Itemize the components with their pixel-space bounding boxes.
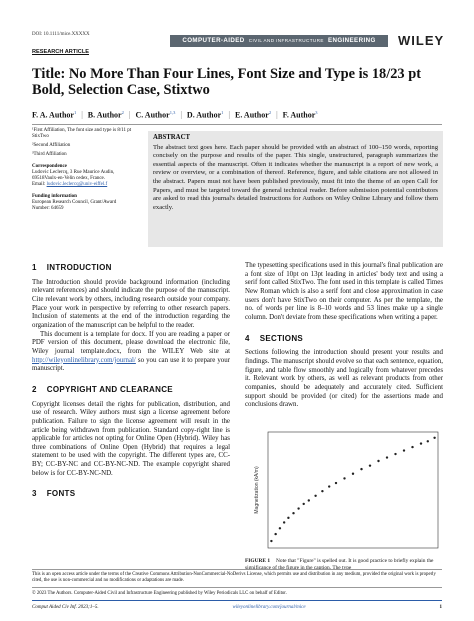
funding-body: European Research Council, Grant/Award Number: 64659 [32, 200, 117, 211]
data-point [343, 477, 345, 479]
data-point [287, 517, 289, 519]
data-point [292, 512, 294, 514]
data-point [283, 521, 285, 523]
article-type: RESEARCH ARTICLE [32, 49, 89, 55]
data-point [314, 495, 316, 497]
right-column [245, 262, 443, 410]
author[interactable]: B. Author$^2$ [87, 110, 124, 120]
abstract-box [148, 131, 443, 247]
data-point [369, 464, 371, 466]
author[interactable]: F. Author$^3$ [282, 110, 318, 120]
article-title: Title: No More Than Four Lines, Font Size and Type is 18/23 pt Bold, Selection Case, Stixtwo [32, 66, 421, 98]
affiliation-second: ²Second Affiliation [32, 143, 71, 148]
section-heading-copyright: 2 COPYRIGHT AND CLEARANCE [32, 384, 173, 394]
data-point [335, 482, 337, 484]
data-point [394, 453, 396, 455]
section-heading-sections: 4 SECTIONS [245, 333, 304, 343]
chart-points [270, 437, 436, 543]
journal-name-c: ENGINEERING [327, 37, 376, 44]
figure-label: FIGURE 1 [245, 558, 271, 564]
data-point [279, 527, 281, 529]
email-label: Email: [32, 182, 47, 187]
data-point [433, 437, 435, 439]
citation: Comput Aided Civ Inf. 2023;1–5. [32, 605, 99, 610]
sections-paragraph: Sections following the introduction should present your results and findings. The manuscript should evolve so that each sentence, equation, figure, and table flow smoothly and logically from whatever precedes it. Relevant work by others, as well as relevant products from other companies, should be adequately and accurately cited. Sufficient support should be provided (or cited) for the assertions made and conclusions drawn. [245, 349, 443, 409]
footer-divider [32, 569, 442, 570]
data-point [427, 440, 429, 442]
abstract-text: The abstract text goes here. Each paper should be provided with an abstract of 100–150 words, reporting concisely on the purpose and results of the paper. This single, unstructured, paragraph summarizes the essential aspects of the manuscript. Often it indicates whether the manuscript is a report of new work, a review or overview, or a combination of thereof. Reference, figure, and table citations are not allowed in the abstract. Papers must not have been published previously, must fit into the theme of an open Call for Papers, and must be targeted toward the general technical reader. Before submission potential contributors are asked to read this journal's detailed Instructions for Authors on Wiley Online Library and follow them exactly. [153, 143, 438, 211]
author-divider [32, 124, 442, 125]
author[interactable]: C. Author$^{1,3}$ [135, 110, 176, 120]
data-point [352, 473, 354, 475]
data-point [360, 468, 362, 470]
intro-paragraph-1: The Introduction should provide background information (including relevant references) and should indicate the purpose of the manuscript. Cite relevant work by others, including research outside your company. Place your work in perspective by referring to other research papers. Inclusion of statements at the end of the introduction regarding the organization of the manuscript can be helpful to the reader. [32, 278, 230, 329]
publisher-logo: WILEY [398, 33, 445, 48]
journal-banner [170, 35, 388, 47]
data-point [377, 460, 379, 462]
copyright-paragraph: Copyright licenses detail the rights for publication, distribution, and use of research. Wiley authors must sign a license agreement before publication. Failure to sign the license agreement will result in the article being withdrawn from publication. Standard copy-right line is applicable for articles not opting for Online Open (Hybrid). Wiley has three combinations of Online Open (Hybrid) that requires a legal statement to be used with the copyright. The different types are, CC-BY; CC-BY-NC and CC-BY-NC-ND. The example copyright shared below is for CC-BY-NC-ND. [32, 400, 230, 477]
data-point [321, 490, 323, 492]
affiliations [32, 128, 132, 215]
journal-name-b: CIVIL AND INFRASTRUCTURE [248, 38, 324, 43]
data-point [328, 485, 330, 487]
data-point [308, 499, 310, 501]
section-heading-introduction: 1 INTRODUCTION [32, 263, 112, 272]
correspondence-address: Ludovic Leclercq, 3 Rue Maurice Audin, 69518Vaulx-en-Velin cedex, France. [32, 170, 115, 181]
page-footer [32, 605, 442, 610]
chart-axes [268, 432, 438, 548]
data-point [297, 507, 299, 509]
fonts-paragraph: The typesetting specifications used in this journal's final publication are a font size of 10pt on 13pt leading in articles' body text and using a serif font called StixTwo. The font used in this template is called Times New Roman which is also a serif font and close approximation in case users don't have StixTwo on their computer. As per the template, the no. of words per line is 8–10 words and 53 lines make up a single column. Don't deviate from these specifications when writing a paper. [245, 262, 443, 321]
data-point [303, 503, 305, 505]
doi: DOI: 10.1111/mice.XXXXX [32, 32, 90, 37]
affiliation-third: ³Third Affiliation [32, 152, 67, 157]
journal-name-a: COMPUTER-AIDED [182, 37, 245, 44]
data-point [403, 449, 405, 451]
affiliation-first: ¹First Affiliation, The font size and type is 8/11 pt StixTwo [32, 128, 132, 139]
footer-divider-3 [32, 600, 442, 601]
plot-frame [268, 432, 438, 548]
data-point [420, 442, 422, 444]
data-point [411, 446, 413, 448]
funding-heading: Funding information [32, 194, 77, 199]
author[interactable]: F. A. Author$^1$ [32, 110, 77, 120]
y-axis-label: Magnetization (kA/m) [254, 466, 260, 514]
intro-paragraph-2: This document is a template for docx. If you are reading a paper or PDF version of this document, please download the electronic file, Wiley journal template.docx, from the WILEY Web site at http://wileyonlinelibrary.com/journal/ so you can use it to prepare your manuscript. [32, 330, 230, 373]
license-text: This is an open access article under the terms of the Creative Commons Attribution-NonCommercial-NoDerivs License, which permits use and distribution in any medium, provided the original work is properly cited, the use is non-commercial and no modifications or adaptations are made. [32, 572, 436, 583]
footer-divider-2 [32, 587, 442, 588]
page-number: 1 [439, 605, 442, 610]
figure-1-chart [248, 426, 443, 554]
author-list: F. A. Author$^1$ | B. Author$^2$ | C. Author$^{1,3}$ | D. Author$^1$ | E. Author$^2$ | F. Author$^3$ [32, 110, 318, 120]
journal-url[interactable]: wileyonlinelibrary.com/journal/mice [232, 605, 306, 610]
email-link[interactable]: ludovic.leclercq@univ-eiffel.f [46, 182, 108, 187]
abstract-heading: ABSTRACT [153, 134, 191, 141]
data-point [270, 540, 272, 542]
wiley-journal-link[interactable]: http://wileyonlinelibrary.com/journal/ [32, 356, 136, 364]
left-column [32, 264, 230, 499]
figure-caption-text: Note that "Figure" is spelled out. It is good practice to briefly explain the significance of the figure in the caption. The type [245, 558, 434, 571]
copyright-line: © 2023 The Authors. Computer-Aided Civil and Infrastructure Engineering published by Wiley Periodicals LLC on behalf of Editor. [32, 591, 287, 596]
author[interactable]: E. Author$^2$ [235, 110, 272, 120]
data-point [274, 533, 276, 535]
author[interactable]: D. Author$^1$ [186, 110, 224, 120]
correspondence-heading: Correspondence [32, 164, 67, 169]
data-point [386, 456, 388, 458]
section-heading-fonts: 3 FONTS [32, 489, 76, 499]
